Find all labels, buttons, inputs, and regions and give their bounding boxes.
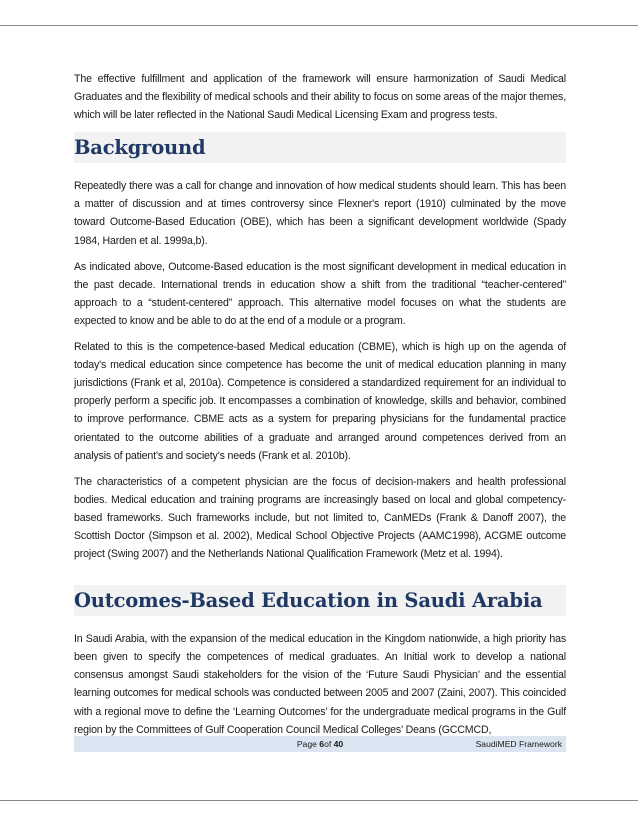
intro-paragraph: The effective fulfillment and application of the framework will ensure harmonization of Saudi Medical Graduates and the flexibility of medical schools and their ability to focus on some areas of the major themes, which will be later reflected in the National Saudi Medical Licensing Exam and progress tests. (74, 73, 566, 122)
bottom-divider (0, 800, 638, 801)
page-current: 6 (319, 739, 325, 749)
saudi-heading-band (74, 585, 566, 616)
saudi-paragraph-1: In Saudi Arabia, with the expansion of the medical education in the Kingdom nationwide, a high priority has been given to specify the competences of medical graduates. An Initial work to develop a national consensus amongst Saudi stakeholders for the vision of the ‘Future Saudi Physician’ and the essential learning outcomes for medical schools was conducted between 2005 and 2007 (Zaini, 2007). This coincided with a regional move to define the ‘Learning Outcomes’ for the undergraduate medical programs in the Gulf region by the Committees of Gulf Cooperation Council Medical Colleges’ Deans (GCCMCD, (74, 633, 566, 736)
background-paragraph-4: The characteristics of a competent physician are the focus of decision-makers and health professional bodies. Medical education and training programs are increasingly based on local and global competency-based frameworks. Such frameworks include, but not limited to, CanMEDs (Frank & Danoff 2007), the Scottish Doctor (Simpson et al. 2002), Medical School Objective Projects (AAMC1998), ACGME outcome project (Swing 2007) and the Netherlands National Qualification Framework (Metz et al. 1994). (74, 475, 566, 561)
footer-brand: SaudiMED Framework (475, 739, 562, 749)
background-paragraph-3: Related to this is the competence-based Medical education (CBME), which is high up on the agenda of today's medical education since competence has become the unit of medical education planning in many jurisdictions (Frank et al, 2010a). Competence is considered a standardized requirement for an individual to properly perform a specific job. It encompasses a combination of knowledge, skills and behavior, combined to improve performance. CBME acts as a system for preparing physicians for the fundamental practice orientated to the outcome abilities of a graduate and arranged around competences derived from an analysis of patient's and society's needs (Frank et al. 2010b). (74, 341, 566, 462)
background-heading-band (74, 132, 566, 163)
page-content (74, 70, 566, 747)
top-divider (0, 25, 638, 26)
page-footer (74, 736, 566, 752)
page-total: 40 (333, 739, 344, 749)
page-prefix: Page (296, 739, 320, 749)
page-of: of (324, 739, 334, 749)
background-paragraph-2: As indicated above, Outcome-Based education is the most significant development in medical education in the past decade. International trends in education show a shift from the traditional “teacher-centered” approach to a “student-centered” approach. This alternative model focuses on what the students are expected to know and be able to do at the end of a module or a program. (74, 260, 566, 327)
background-paragraph-1: Repeatedly there was a call for change and innovation of how medical students should learn. This has been a matter of discussion and at times controversy since Flexner's report (1910) culminated by the move toward Outcome-Based Education (OBE), which has been a significant development worldwide (Spady 1984, Harden et al. 1999a,b). (74, 180, 566, 247)
saudi-heading: Outcomes-Based Education in Saudi Arabia (74, 589, 543, 613)
background-heading: Background (74, 136, 206, 160)
